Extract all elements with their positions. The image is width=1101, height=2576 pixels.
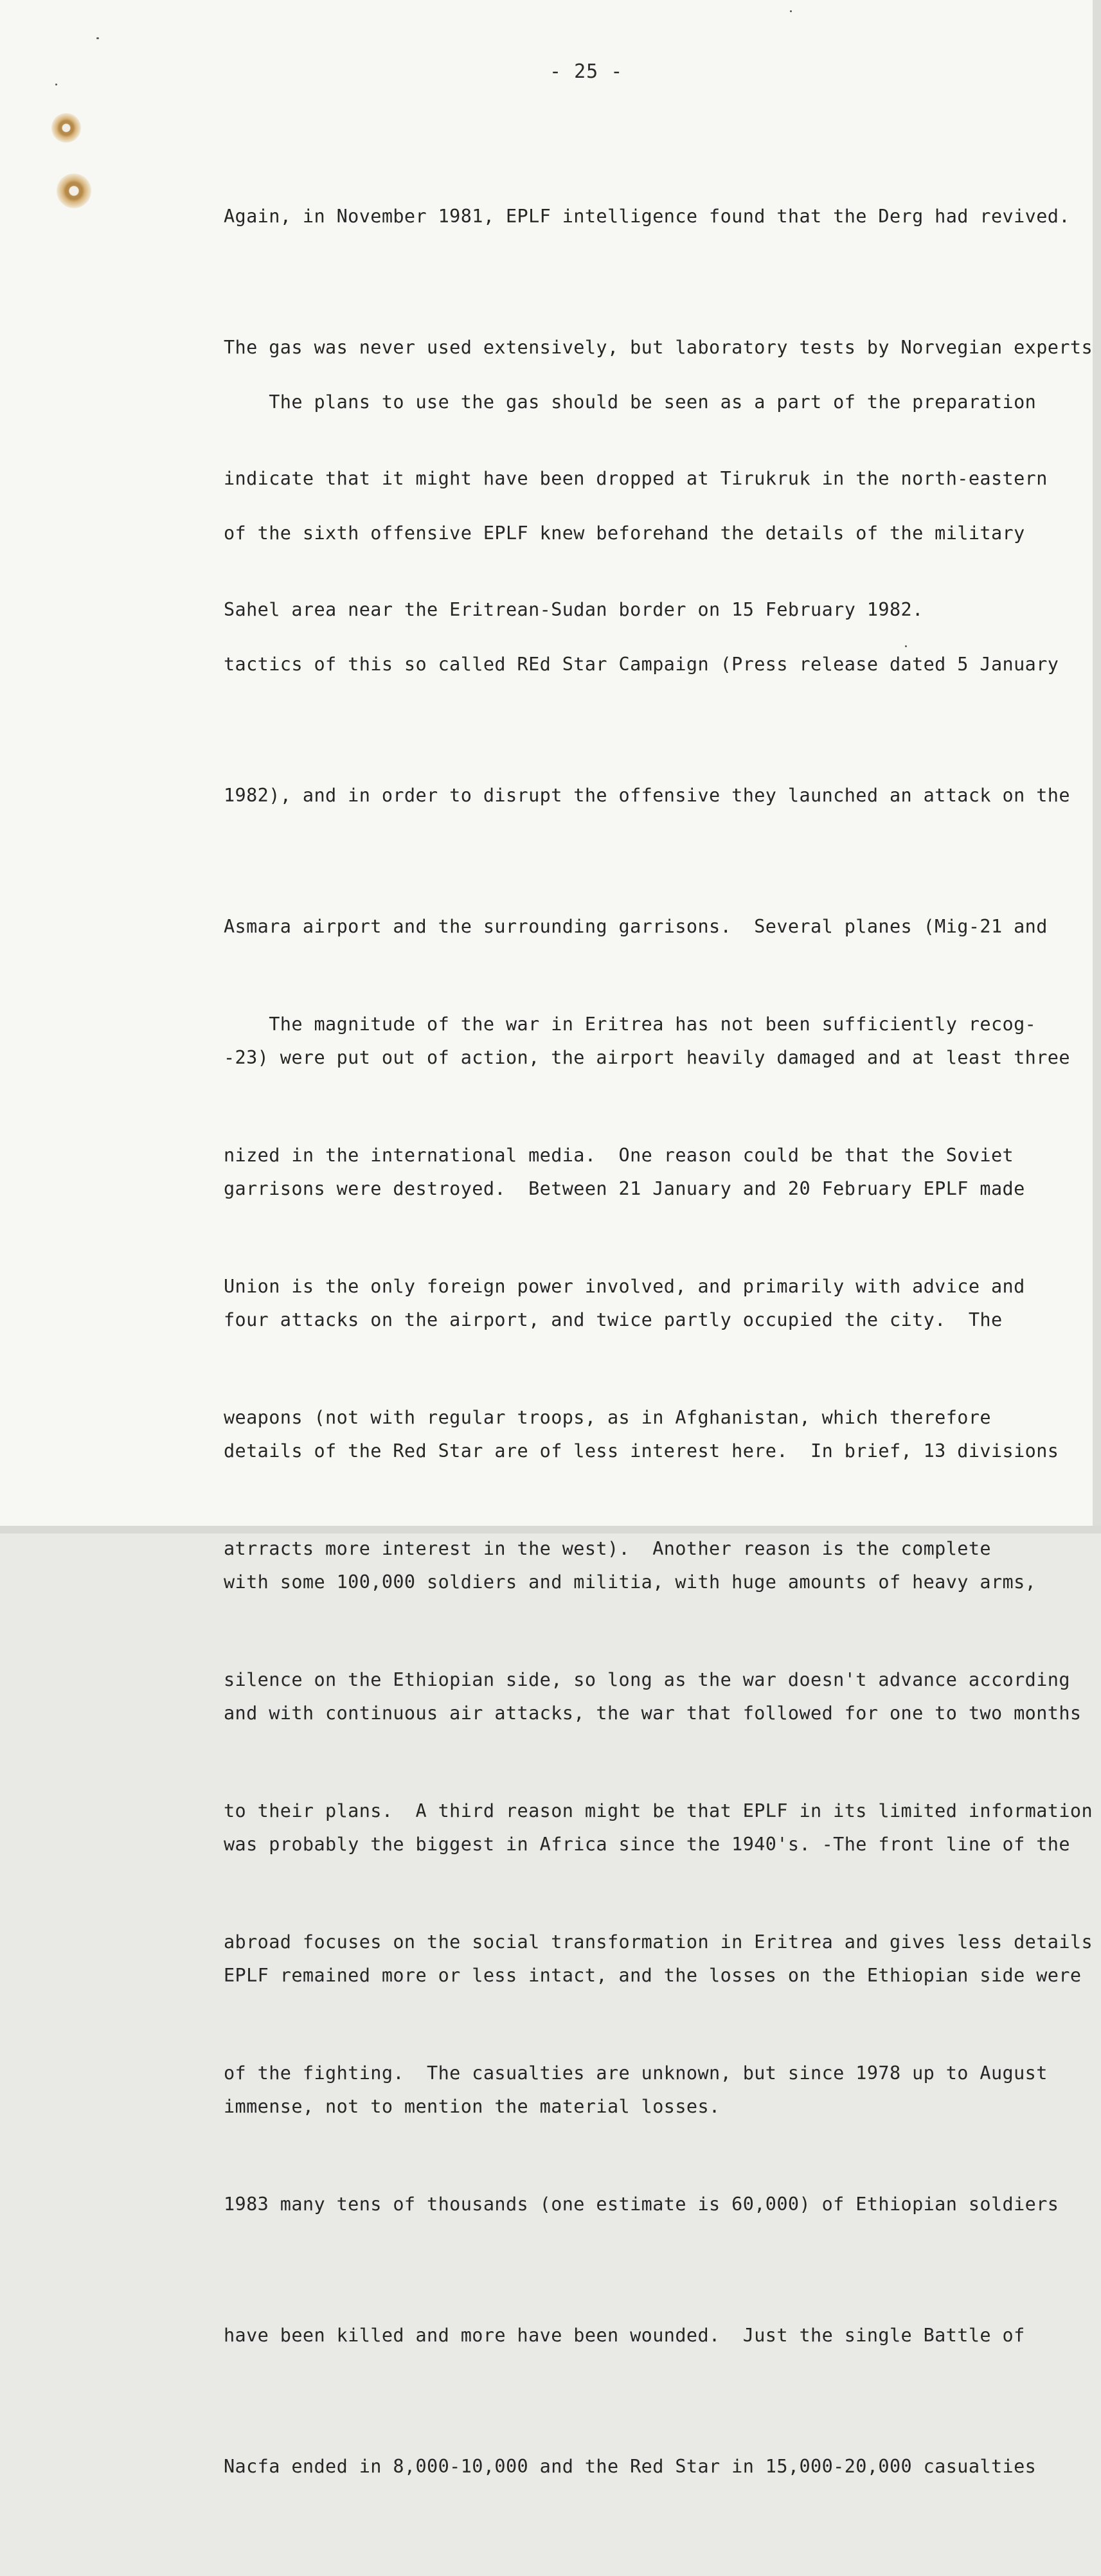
text-line: atrracts more interest in the west). Another reason is the complete — [224, 1538, 991, 1559]
text-line: silence on the Ethiopian side, so long as the war doesn't advance according — [224, 1669, 1070, 1690]
text-line: Nacfa ended in 8,000-10,000 and the Red Star in 15,000-20,000 casualties — [224, 2456, 1037, 2477]
text-line: garrisons were destroyed. Between 21 January and 20 February EPLF made — [224, 1178, 1025, 1199]
text-line: The magnitude of the war in Eritrea has not been sufficiently recog- — [224, 1014, 1037, 1035]
text-line: The gas was never used extensively, but laboratory tests by Norvegian experts — [224, 337, 1093, 358]
text-line: was probably the biggest in Africa since the 1940's. -The front line of the — [224, 1834, 1070, 1855]
paper-speck — [55, 84, 57, 85]
text-line: Union is the only foreign power involved, and primarily with advice and — [224, 1276, 1025, 1297]
punch-hole-mark — [57, 174, 91, 208]
text-line: indicate that it might have been dropped at Tirukruk in the north-eastern — [224, 468, 1048, 489]
text-line: immense, not to mention the material losses. — [224, 2096, 721, 2117]
text-line: EPLF remained more or less intact, and the losses on the Ethiopian side were — [224, 1965, 1082, 1986]
paper-edge — [0, 1526, 1101, 1534]
text-line: have been killed and more have been wounded. Just the single Battle of — [224, 2325, 1025, 2346]
text-line: details of the Red Star are of less interest here. In brief, 13 divisions — [224, 1440, 1059, 1462]
text-line: of the fighting. The casualties are unknown, but since 1978 up to August — [224, 2062, 1048, 2084]
text-line: tactics of this so called REd Star Campaign (Press release dated 5 January — [224, 654, 1059, 675]
page-number: - 25 - — [550, 60, 623, 83]
text-line: and with continuous air attacks, the war that followed for one to two months — [224, 1703, 1082, 1724]
text-line: abroad focuses on the social transformation in Eritrea and gives less details — [224, 1931, 1093, 1953]
paper-edge — [1093, 0, 1101, 1534]
text-line: 1982), and in order to disrupt the offensive they launched an attack on the — [224, 785, 1070, 806]
text-line: weapons (not with regular troops, as in Afghanistan, which therefore — [224, 1407, 991, 1428]
text-line: Asmara airport and the surrounding garrisons. Several planes (Mig-21 and — [224, 916, 1048, 937]
text-line: to their plans. A third reason might be that EPLF in its limited information — [224, 1800, 1093, 1821]
punch-hole-mark — [51, 113, 81, 143]
paragraph-3 — [224, 915, 1093, 2576]
text-line: nized in the international media. One reason could be that the Soviet — [224, 1145, 1014, 1166]
paper-speck — [790, 10, 792, 12]
text-line: -23) were put out of action, the airport heavily damaged and at least three — [224, 1047, 1070, 1068]
text-line: 1983 many tens of thousands (one estimate is 60,000) of Ethiopian soldiers — [224, 2194, 1059, 2215]
text-line: four attacks on the airport, and twice partly occupied the city. The — [224, 1309, 1003, 1330]
text-line: with some 100,000 soldiers and militia, with huge amounts of heavy arms, — [224, 1571, 1037, 1593]
text-line: The plans to use the gas should be seen as a part of the preparation — [224, 391, 1037, 413]
text-line: Again, in November 1981, EPLF intelligence found that the Derg had revived. — [224, 206, 1070, 227]
text-line: Sahel area near the Eritrean-Sudan border on 15 February 1982. — [224, 599, 924, 620]
text-line: of the sixth offensive EPLF knew beforehand the details of the military — [224, 523, 1025, 544]
paper-speck — [96, 37, 99, 39]
